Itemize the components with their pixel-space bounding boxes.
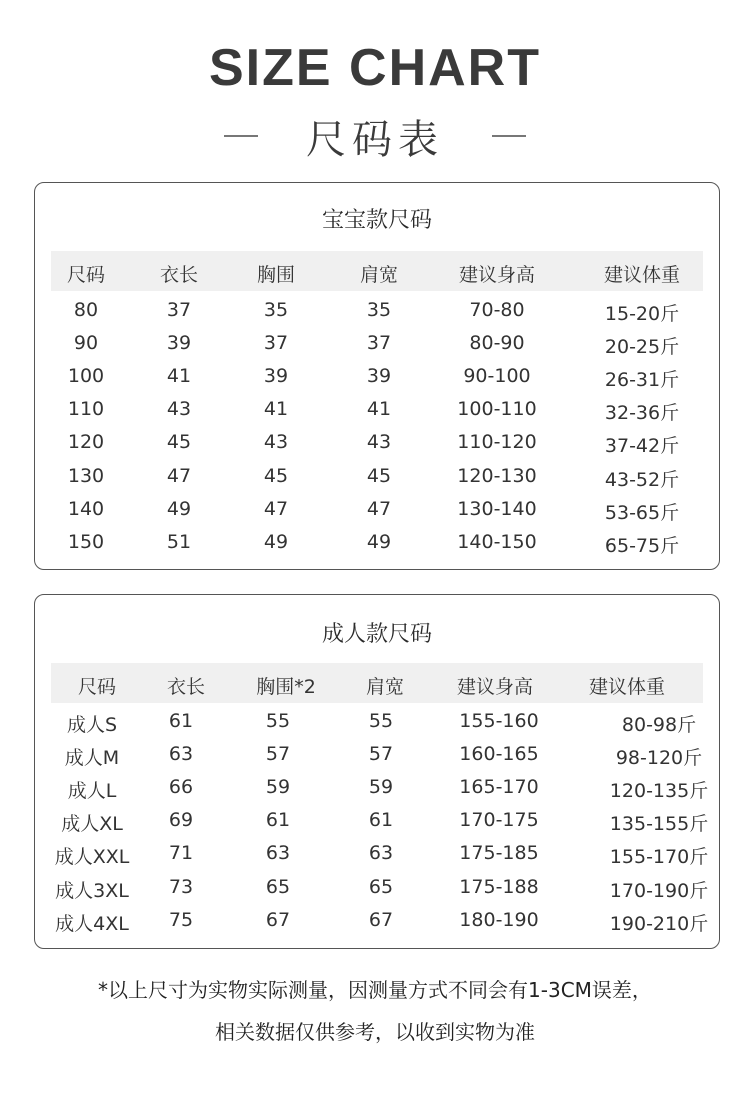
table-row [35,904,719,937]
table-cell: 63 [368,842,394,865]
table-cell: 成人M [64,747,120,770]
table-cell: 61 [168,710,194,732]
table-row [35,327,719,360]
table-cell: 120-135斤 [609,780,709,803]
table-cell: 180-190 [459,908,539,931]
table-cell: 80-90 [469,332,525,355]
table-cell: 150 [67,530,105,553]
table-cell: 190-210斤 [609,912,709,935]
table-cell: 175-185 [459,842,539,865]
table-cell: 43 [166,398,192,421]
table-cell: 37 [166,299,192,321]
table-cell: 70-80 [469,299,525,321]
baby-header-row [51,251,703,291]
header-cell: 尺码 [66,264,106,286]
table-cell: 140 [67,497,105,520]
baby-table-title: 宝宝款尺码 [321,208,432,233]
table-cell: 170-190斤 [609,879,709,902]
table-cell: 155-160 [459,710,539,732]
table-cell: 41 [366,398,392,421]
table-cell: 120 [67,431,105,454]
footnote-line-2: 相关数据仅供参考，以收到实物为准 [215,1020,535,1044]
table-cell: 140-150 [457,530,537,553]
table-row [35,393,719,426]
table-cell: 80-98斤 [621,714,697,736]
table-cell: 67 [265,908,291,931]
table-cell: 45 [263,464,289,487]
table-cell: 175-188 [459,875,539,898]
table-cell: 35 [263,299,289,321]
adult-table-title: 成人款尺码 [321,622,432,647]
table-cell: 100 [67,365,105,388]
table-cell: 45 [366,464,392,487]
header-cell: 尺码 [77,676,117,698]
table-cell: 110 [67,398,105,421]
table-cell: 120-130 [457,464,537,487]
table-cell: 49 [263,530,289,553]
table-row [35,705,719,738]
table-cell: 37 [263,332,289,355]
title-cn: 尺码表 [306,116,444,163]
table-cell: 165-170 [459,776,539,799]
table-cell: 75 [168,908,194,931]
table-cell: 71 [168,842,194,865]
table-cell: 53-65斤 [604,501,680,524]
table-cell: 57 [265,743,291,766]
table-cell: 47 [366,497,392,520]
adult-size-table [34,594,720,949]
header-cell: 建议体重 [603,264,681,286]
table-cell: 63 [265,842,291,865]
table-row [35,460,719,493]
table-cell: 37-42斤 [604,435,680,458]
table-cell: 47 [166,464,192,487]
table-cell: 成人XXL [54,846,130,869]
table-cell: 59 [368,776,394,799]
table-row [35,771,719,804]
table-cell: 35 [366,299,392,321]
table-cell: 45 [166,431,192,454]
table-cell: 66 [168,776,194,799]
table-cell: 39 [263,365,289,388]
table-cell: 90 [73,332,99,355]
table-cell: 26-31斤 [604,369,680,392]
table-cell: 49 [166,497,192,520]
table-cell: 69 [168,809,194,832]
table-cell: 51 [166,530,192,553]
table-row [35,526,719,559]
table-cell: 成人4XL [55,912,129,935]
table-cell: 100-110 [457,398,537,421]
footnote-line-1: *以上尺寸为实物实际测量，因测量方式不同会有1-3CM误差， [98,978,652,1002]
table-row [35,837,719,870]
header-cell: 胸围 [256,264,296,286]
table-row [35,360,719,393]
table-cell: 80 [73,299,99,321]
table-cell: 57 [368,743,394,766]
table-cell: 39 [366,365,392,388]
header-cell: 胸围*2 [256,676,316,698]
table-cell: 67 [368,908,394,931]
table-cell: 61 [368,809,394,832]
baby-size-table [34,182,720,570]
table-cell: 55 [265,710,291,732]
table-cell: 成人S [66,714,118,736]
adult-header-row [51,663,703,703]
table-cell: 65-75斤 [604,534,680,557]
header-cell: 肩宽 [359,264,399,286]
table-cell: 43-52斤 [604,468,680,491]
table-cell: 170-175 [459,809,539,832]
table-cell: 130 [67,464,105,487]
table-cell: 15-20斤 [604,303,680,325]
table-row [35,738,719,771]
table-cell: 成人3XL [55,879,129,902]
table-cell: 39 [166,332,192,355]
table-cell: 37 [366,332,392,355]
table-row [35,493,719,526]
table-cell: 155-170斤 [609,846,709,869]
table-cell: 63 [168,743,194,766]
table-cell: 55 [368,710,394,732]
header-cell: 建议体重 [588,676,666,698]
table-cell: 59 [265,776,291,799]
table-row [35,426,719,459]
table-cell: 20-25斤 [604,336,680,359]
table-cell: 65 [265,875,291,898]
title-en: SIZE CHART [209,39,541,97]
table-cell: 49 [366,530,392,553]
table-cell: 98-120斤 [615,747,703,770]
title-cn-block [0,108,750,164]
table-cell: 47 [263,497,289,520]
table-cell: 61 [265,809,291,832]
table-cell: 43 [366,431,392,454]
table-row [35,294,719,327]
table-cell: 130-140 [457,497,537,520]
table-cell: 160-165 [459,743,539,766]
table-cell: 32-36斤 [604,402,680,425]
table-row [35,871,719,904]
header-cell: 肩宽 [365,676,405,698]
header-cell: 衣长 [166,676,206,698]
table-cell: 41 [263,398,289,421]
table-cell: 135-155斤 [609,813,709,836]
header-cell: 建议身高 [456,676,534,698]
left-dash-divider [224,135,258,137]
table-cell: 90-100 [463,365,531,388]
header-cell: 衣长 [159,264,199,286]
table-cell: 成人L [67,780,117,803]
table-cell: 110-120 [457,431,537,454]
header-cell: 建议身高 [458,264,536,286]
table-cell: 43 [263,431,289,454]
right-dash-divider [492,135,526,137]
table-cell: 73 [168,875,194,898]
table-row [35,804,719,837]
table-cell: 成人XL [61,813,123,836]
table-cell: 41 [166,365,192,388]
table-cell: 65 [368,875,394,898]
